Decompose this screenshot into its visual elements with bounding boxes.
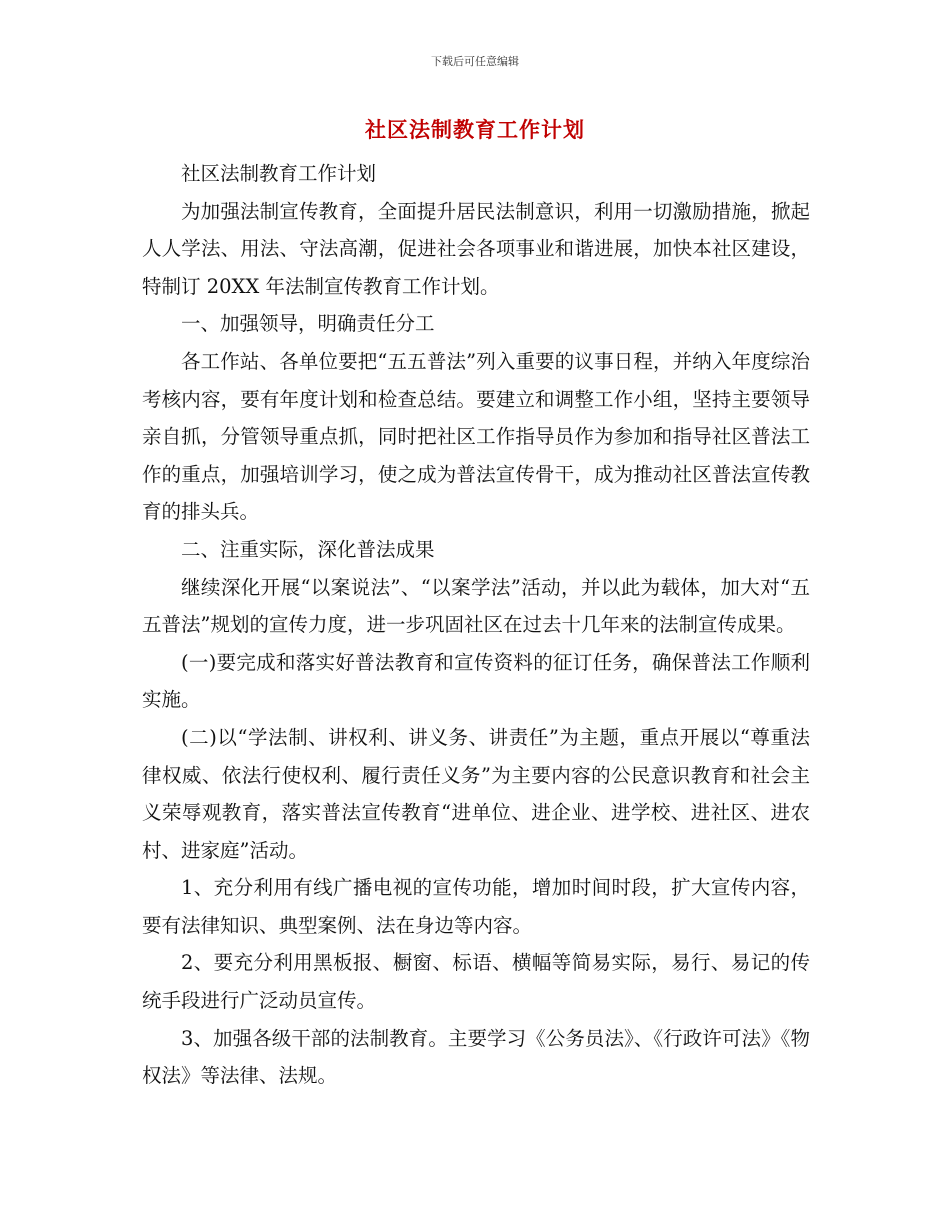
section-heading-1: 一、加强领导，明确责任分工 [181, 312, 435, 336]
paragraph: (一)要完成和落实好普法教育和宣传资料的征订任务，确保普法工作顺利实施。 [142, 650, 810, 712]
paragraph-intro: 为加强法制宣传教育，全面提升居民法制意识，利用一切激励措施，掀起人人学法、用法、守法高潮，促进社会各项事业和谐进展，加快本社区建设，特制订 20XX 年法制宣传教育工作计划。 [142, 199, 810, 298]
document-title: 社区法制教育工作计划 [365, 117, 585, 142]
document-body [142, 155, 810, 1095]
header-note: 下载后可任意编辑 [431, 55, 519, 68]
section-heading-2: 二、注重实际，深化普法成果 [181, 537, 435, 561]
paragraph: (二)以“学法制、讲权利、讲义务、讲责任”为主题，重点开展以“尊重法律权威、依法行使权利、履行责任义务”为主要内容的公民意识教育和社会主义荣辱观教育，落实普法宣传教育“进单位、进企业、进学校、进社区、进农村、进家庭”活动。 [142, 725, 810, 862]
list-item: 3、加强各级干部的法制教育。主要学习《公务员法》、《行政许可法》《物权法》等法律、法规。 [142, 1026, 810, 1088]
paragraph: 各工作站、各单位要把“五五普法”列入重要的议事日程，并纳入年度综治考核内容，要有年度计划和检查总结。要建立和调整工作小组，坚持主要领导亲自抓，分管领导重点抓，同时把社区工作指导员作为参加和指导社区普法工作的重点，加强培训学习，使之成为普法宣传骨干，成为推动社区普法宣传教育的排头兵。 [142, 349, 810, 524]
list-item: 1、充分利用有线广播电视的宣传功能，增加时间时段，扩大宣传内容，要有法律知识、典型案例、法在身边等内容。 [142, 876, 810, 937]
paragraph-subtitle: 社区法制教育工作计划 [181, 162, 377, 185]
list-item: 2、要充分利用黑板报、橱窗、标语、横幅等简易实际，易行、易记的传统手段进行广泛动员宣传。 [142, 951, 810, 1013]
paragraph: 继续深化开展“以案说法”、“以案学法”活动，并以此为载体，加大对“五五普法”规划的宣传力度，进一步巩固社区在过去十几年来的法制宣传成果。 [142, 575, 810, 637]
